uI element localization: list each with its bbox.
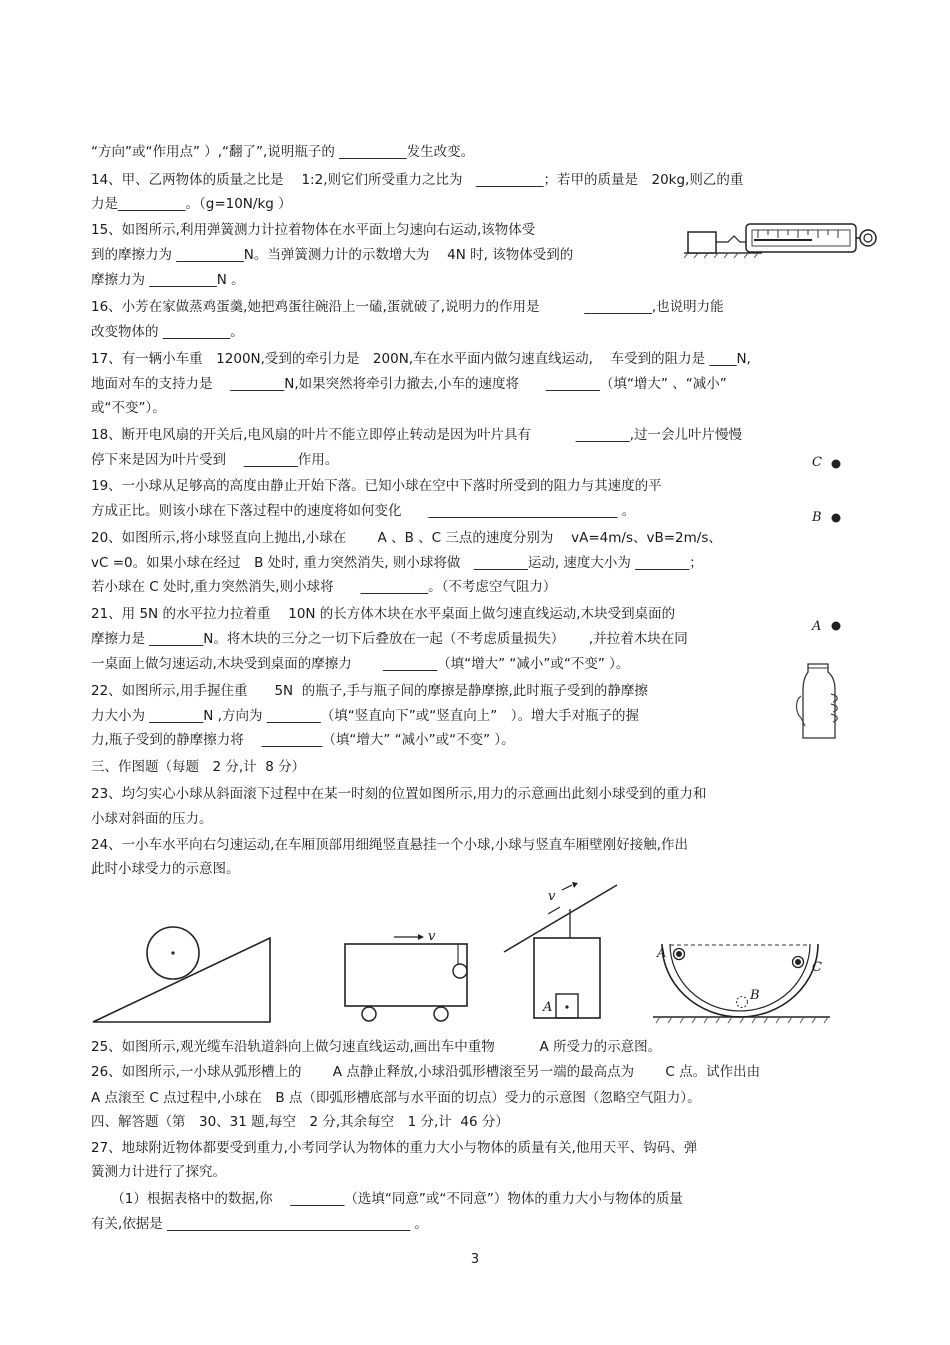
text-line: 18、断开电风扇的开关后,电风扇的叶片不能立即停止转动是因为叶片具有 ________,过一会儿叶片慢慢 xyxy=(91,427,743,443)
text-line: 17、有一辆小车重 1200N,受到的牵引力是 200N,车在水平面内做匀速直线运动, 车受到的阻力是 ____N, xyxy=(91,351,751,367)
arc-groove-figure xyxy=(650,940,835,1025)
text-line: 停下来是因为叶片受到 ________作用。 xyxy=(91,452,339,468)
cable-car-figure xyxy=(500,882,620,1022)
text-line: 簧测力计进行了探究。 xyxy=(91,1164,226,1180)
text-line: 摩擦力是 ________N。将木块的三分之一切下后叠放在一起（不考虑质量损失） ,并拉着木块在同 xyxy=(91,631,688,647)
text-line: 21、用 5N 的水平拉力拉着重 10N 的长方体木块在水平桌面上做匀速直线运动,木块受到桌面的 xyxy=(91,606,676,622)
page-number: 3 xyxy=(470,1252,480,1267)
text-line: 此时小球受力的示意图。 xyxy=(91,861,240,877)
cable-velocity-label: v xyxy=(548,889,556,904)
incline-ball-figure xyxy=(90,925,275,1025)
ball-a xyxy=(830,620,842,632)
text-line: 23、均匀实心小球从斜面滚下过程中在某一时刻的位置如图所示,用力的示意画出此刻小球受到的重力和 xyxy=(91,786,707,802)
text-line: 若小球在 C 处时,重力突然消失,则小球将 __________。（不考虑空气阻力） xyxy=(91,579,557,595)
text-line: 地面对车的支持力是 ________N,如果突然将牵引力撤去,小车的速度将 ________（填“增大” 、“减小” xyxy=(91,376,727,392)
text-line: 16、小芳在家做蒸鸡蛋羹,她把鸡蛋往碗沿上一磕,蛋就破了,说明力的作用是 __________,也说明力能 xyxy=(91,299,724,315)
text-line: 15、如图所示,利用弹簧测力计拉着物体在水平面上匀速向右运动,该物体受 xyxy=(91,222,536,238)
text-line: 力是__________。（g=10N/kg ） xyxy=(91,196,292,212)
text-line: 26、如图所示,一小球从弧形槽上的 A 点静止释放,小球沿弧形槽滚至另一端的最高点为 C 点。试作出由 xyxy=(91,1064,761,1080)
text-line: 19、一小球从足够高的高度由静止开始下落。已知小球在空中下落时所受到的阻力与其速度的平 xyxy=(91,478,662,494)
text-line: 25、如图所示,观光缆车沿轨道斜向上做匀速直线运动,画出车中重物 A 所受力的示意图。 xyxy=(91,1039,662,1055)
text-line: 力大小为 ________N ,方向为 ________（填“竖直向下”或“竖直向上” ）。增大手对瓶子的握 xyxy=(91,708,639,724)
text-line: 24、一小车水平向右匀速运动,在车厢顶部用细绳竖直悬挂一个小球,小球与竖直车厢壁刚好接触,作出 xyxy=(91,837,689,853)
text-line: 22、如图所示,用手握住重 5N 的瓶子,手与瓶子间的摩擦是静摩擦,此时瓶子受到的静摩擦 xyxy=(91,683,648,699)
text-line: 改变物体的 __________。 xyxy=(91,324,244,340)
text-line: 摩擦力为 __________N 。 xyxy=(91,272,245,288)
section-heading: 三、作图题（每题 2 分,计 8 分） xyxy=(91,759,306,775)
label-a: A xyxy=(812,619,822,634)
text-line: 方成正比。则该小球在下落过程中的速度将如何变化 ____________________________ 。 xyxy=(91,503,636,519)
text-line: 小球对斜面的压力。 xyxy=(91,811,213,827)
ball-c xyxy=(830,458,842,470)
hand-bottle-figure xyxy=(793,660,843,745)
ball-b xyxy=(830,512,842,524)
text-line: 或“不变”）。 xyxy=(91,400,166,416)
section-heading: 四、解答题（第 30、31 题,每空 2 分,其余每空 1 分,计 46 分） xyxy=(91,1114,509,1130)
text-line: （1）根据表格中的数据,你 ________（选填“同意”或“不同意”）物体的重力大小与物体的质量 xyxy=(91,1191,683,1207)
text-line: 27、地球附近物体都要受到重力,小考同学认为物体的重力大小与物体的质量有关,他用天平、钩码、弹 xyxy=(91,1140,698,1156)
text-line: 一桌面上做匀速运动,木块受到桌面的摩擦力 ________（填“增大” “减小”或“不变” ）。 xyxy=(91,656,630,672)
groove-a-label: A xyxy=(657,946,667,961)
cable-a-label: A xyxy=(543,1000,553,1015)
text-line: 14、甲、乙两物体的质量之比是 1:2,则它们所受重力之比为 __________；若甲的质量是 20kg,则乙的重 xyxy=(91,172,744,188)
groove-c-label: C xyxy=(812,960,822,975)
text-line: 有关,依据是 ____________________________________ 。 xyxy=(91,1216,428,1232)
groove-b-label: B xyxy=(750,988,760,1003)
text-line: vC =0。如果小球在经过 B 处时, 重力突然消失, 则小球将做 ________运动, 速度大小为 ________； xyxy=(91,555,703,571)
cart-ball-figure xyxy=(340,930,475,1025)
text-line: 20、如图所示,将小球竖直向上抛出,小球在 A 、B 、C 三点的速度分别为 vA=4m/s、vB=2m/s、 xyxy=(91,530,722,546)
text-line: 力,瓶子受到的静摩擦力将 _________（填“增大” “减小”或“不变” ）。 xyxy=(91,732,515,748)
spring-scale-figure xyxy=(682,218,892,258)
cart-velocity-label: v xyxy=(428,929,436,944)
text-line: A 点滚至 C 点过程中,小球在 B 点（即弧形槽底部与水平面的切点）受力的示意图（忽略空气阻力）。 xyxy=(91,1090,701,1106)
text-line: “方向”或“作用点” ）,“翻了”,说明瓶子的 __________发生改变。 xyxy=(91,144,475,160)
text-line: 到的摩擦力为 __________N。当弹簧测力计的示数增大为 4N 时, 该物体受到的 xyxy=(91,247,574,263)
label-c: C xyxy=(812,455,822,470)
label-b: B xyxy=(812,510,822,525)
